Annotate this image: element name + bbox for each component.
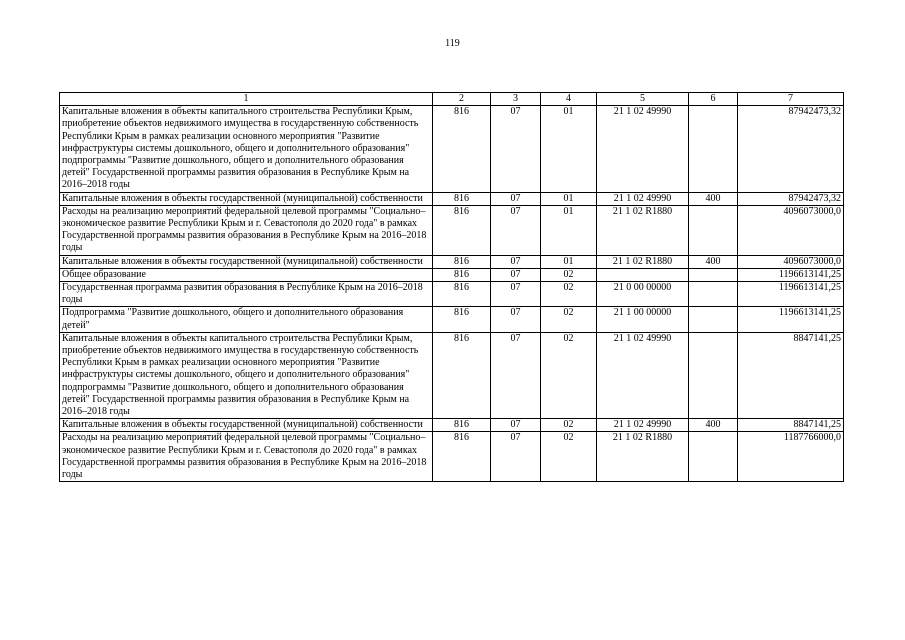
amount: 87942473,32 [738, 106, 844, 192]
amount: 1196613141,25 [738, 307, 844, 332]
ministry-code: 816 [433, 106, 491, 192]
target-article-code: 21 1 02 49990 [597, 332, 689, 418]
ministry-code: 816 [433, 268, 491, 281]
table-row [60, 255, 844, 268]
column-header: 4 [541, 93, 597, 106]
column-header: 2 [433, 93, 491, 106]
expense-name: Капитальные вложения в объекты капитального строительства Республики Крым, приобретение объектов недвижимого имущества в государственную собственность Республики Крым в рамках реализации основного мероприятия "Развитие инфраструктуры системы дошкольного, общего и дополнительного образования" подпрограммы "Развитие дошкольного, общего и дополнительного образования детей" Государственной программы развития образования в Республике Крым на 2016–2018 годы [60, 106, 433, 192]
expense-type-code [689, 268, 738, 281]
expense-type-code: 400 [689, 419, 738, 432]
subsection-code: 01 [541, 192, 597, 205]
expense-name: Расходы на реализацию мероприятий федеральной целевой программы "Социально–экономическое развитие Республики Крым и г. Севастополя до 2020 года" в рамках Государственной программы развития образования в Республике Крым на 2016–2018 годы [60, 205, 433, 255]
target-article-code: 21 1 02 R1880 [597, 255, 689, 268]
amount: 8847141,25 [738, 419, 844, 432]
ministry-code: 816 [433, 192, 491, 205]
amount: 4096073000,0 [738, 205, 844, 255]
section-code: 07 [491, 255, 541, 268]
amount: 1196613141,25 [738, 282, 844, 307]
expense-type-code [689, 205, 738, 255]
expense-type-code [689, 282, 738, 307]
page-number: 119 [445, 38, 460, 49]
target-article-code: 21 0 00 00000 [597, 282, 689, 307]
target-article-code: 21 1 02 R1880 [597, 205, 689, 255]
table-row [60, 419, 844, 432]
section-code: 07 [491, 419, 541, 432]
expense-type-code [689, 307, 738, 332]
ministry-code: 816 [433, 205, 491, 255]
section-code: 07 [491, 205, 541, 255]
table-row [60, 106, 844, 192]
table-row [60, 268, 844, 281]
expense-type-code: 400 [689, 192, 738, 205]
table-row [60, 192, 844, 205]
expense-type-code: 400 [689, 255, 738, 268]
subsection-code: 02 [541, 332, 597, 418]
section-code: 07 [491, 192, 541, 205]
amount: 1187766000,0 [738, 432, 844, 482]
expense-type-code [689, 332, 738, 418]
expense-name: Капитальные вложения в объекты государственной (муниципальной) собственности [60, 419, 433, 432]
subsection-code: 02 [541, 268, 597, 281]
expense-name: Капитальные вложения в объекты государственной (муниципальной) собственности [60, 192, 433, 205]
subsection-code: 02 [541, 432, 597, 482]
column-header: 3 [491, 93, 541, 106]
ministry-code: 816 [433, 282, 491, 307]
expense-name: Подпрограмма "Развитие дошкольного, общего и дополнительного образования детей" [60, 307, 433, 332]
table-row [60, 332, 844, 418]
ministry-code: 816 [433, 432, 491, 482]
subsection-code: 02 [541, 307, 597, 332]
ministry-code: 816 [433, 419, 491, 432]
expense-name: Капитальные вложения в объекты капитального строительства Республики Крым, приобретение объектов недвижимого имущества в государственную собственность Республики Крым в рамках реализации основного мероприятия "Развитие инфраструктуры системы дошкольного, общего и дополнительного образования" подпрограммы "Развитие дошкольного, общего и дополнительного образования детей" Государственной программы развития образования в Республике Крым на 2016–2018 годы [60, 332, 433, 418]
section-code: 07 [491, 307, 541, 332]
budget-table [59, 92, 844, 482]
section-code: 07 [491, 106, 541, 192]
target-article-code: 21 1 00 00000 [597, 307, 689, 332]
section-code: 07 [491, 432, 541, 482]
expense-name: Расходы на реализацию мероприятий федеральной целевой программы "Социально–экономическое развитие Республики Крым и г. Севастополя до 2020 года" в рамках Государственной программы развития образования в Республике Крым на 2016–2018 годы [60, 432, 433, 482]
subsection-code: 02 [541, 282, 597, 307]
subsection-code: 01 [541, 255, 597, 268]
target-article-code: 21 1 02 49990 [597, 106, 689, 192]
section-code: 07 [491, 268, 541, 281]
column-header: 6 [689, 93, 738, 106]
subsection-code: 01 [541, 106, 597, 192]
amount: 87942473,32 [738, 192, 844, 205]
table-row [60, 307, 844, 332]
target-article-code: 21 1 02 49990 [597, 192, 689, 205]
ministry-code: 816 [433, 307, 491, 332]
expense-name: Общее образование [60, 268, 433, 281]
ministry-code: 816 [433, 332, 491, 418]
table-row [60, 432, 844, 482]
ministry-code: 816 [433, 255, 491, 268]
amount: 4096073000,0 [738, 255, 844, 268]
amount: 1196613141,25 [738, 268, 844, 281]
target-article-code [597, 268, 689, 281]
header-row [60, 93, 844, 106]
table-row [60, 282, 844, 307]
target-article-code: 21 1 02 49990 [597, 419, 689, 432]
column-header: 1 [60, 93, 433, 106]
subsection-code: 01 [541, 205, 597, 255]
column-header: 5 [597, 93, 689, 106]
expense-type-code [689, 432, 738, 482]
expense-type-code [689, 106, 738, 192]
section-code: 07 [491, 282, 541, 307]
subsection-code: 02 [541, 419, 597, 432]
section-code: 07 [491, 332, 541, 418]
target-article-code: 21 1 02 R1880 [597, 432, 689, 482]
column-header: 7 [738, 93, 844, 106]
expense-name: Государственная программа развития образования в Республике Крым на 2016–2018 годы [60, 282, 433, 307]
expense-name: Капитальные вложения в объекты государственной (муниципальной) собственности [60, 255, 433, 268]
amount: 8847141,25 [738, 332, 844, 418]
table-row [60, 205, 844, 255]
